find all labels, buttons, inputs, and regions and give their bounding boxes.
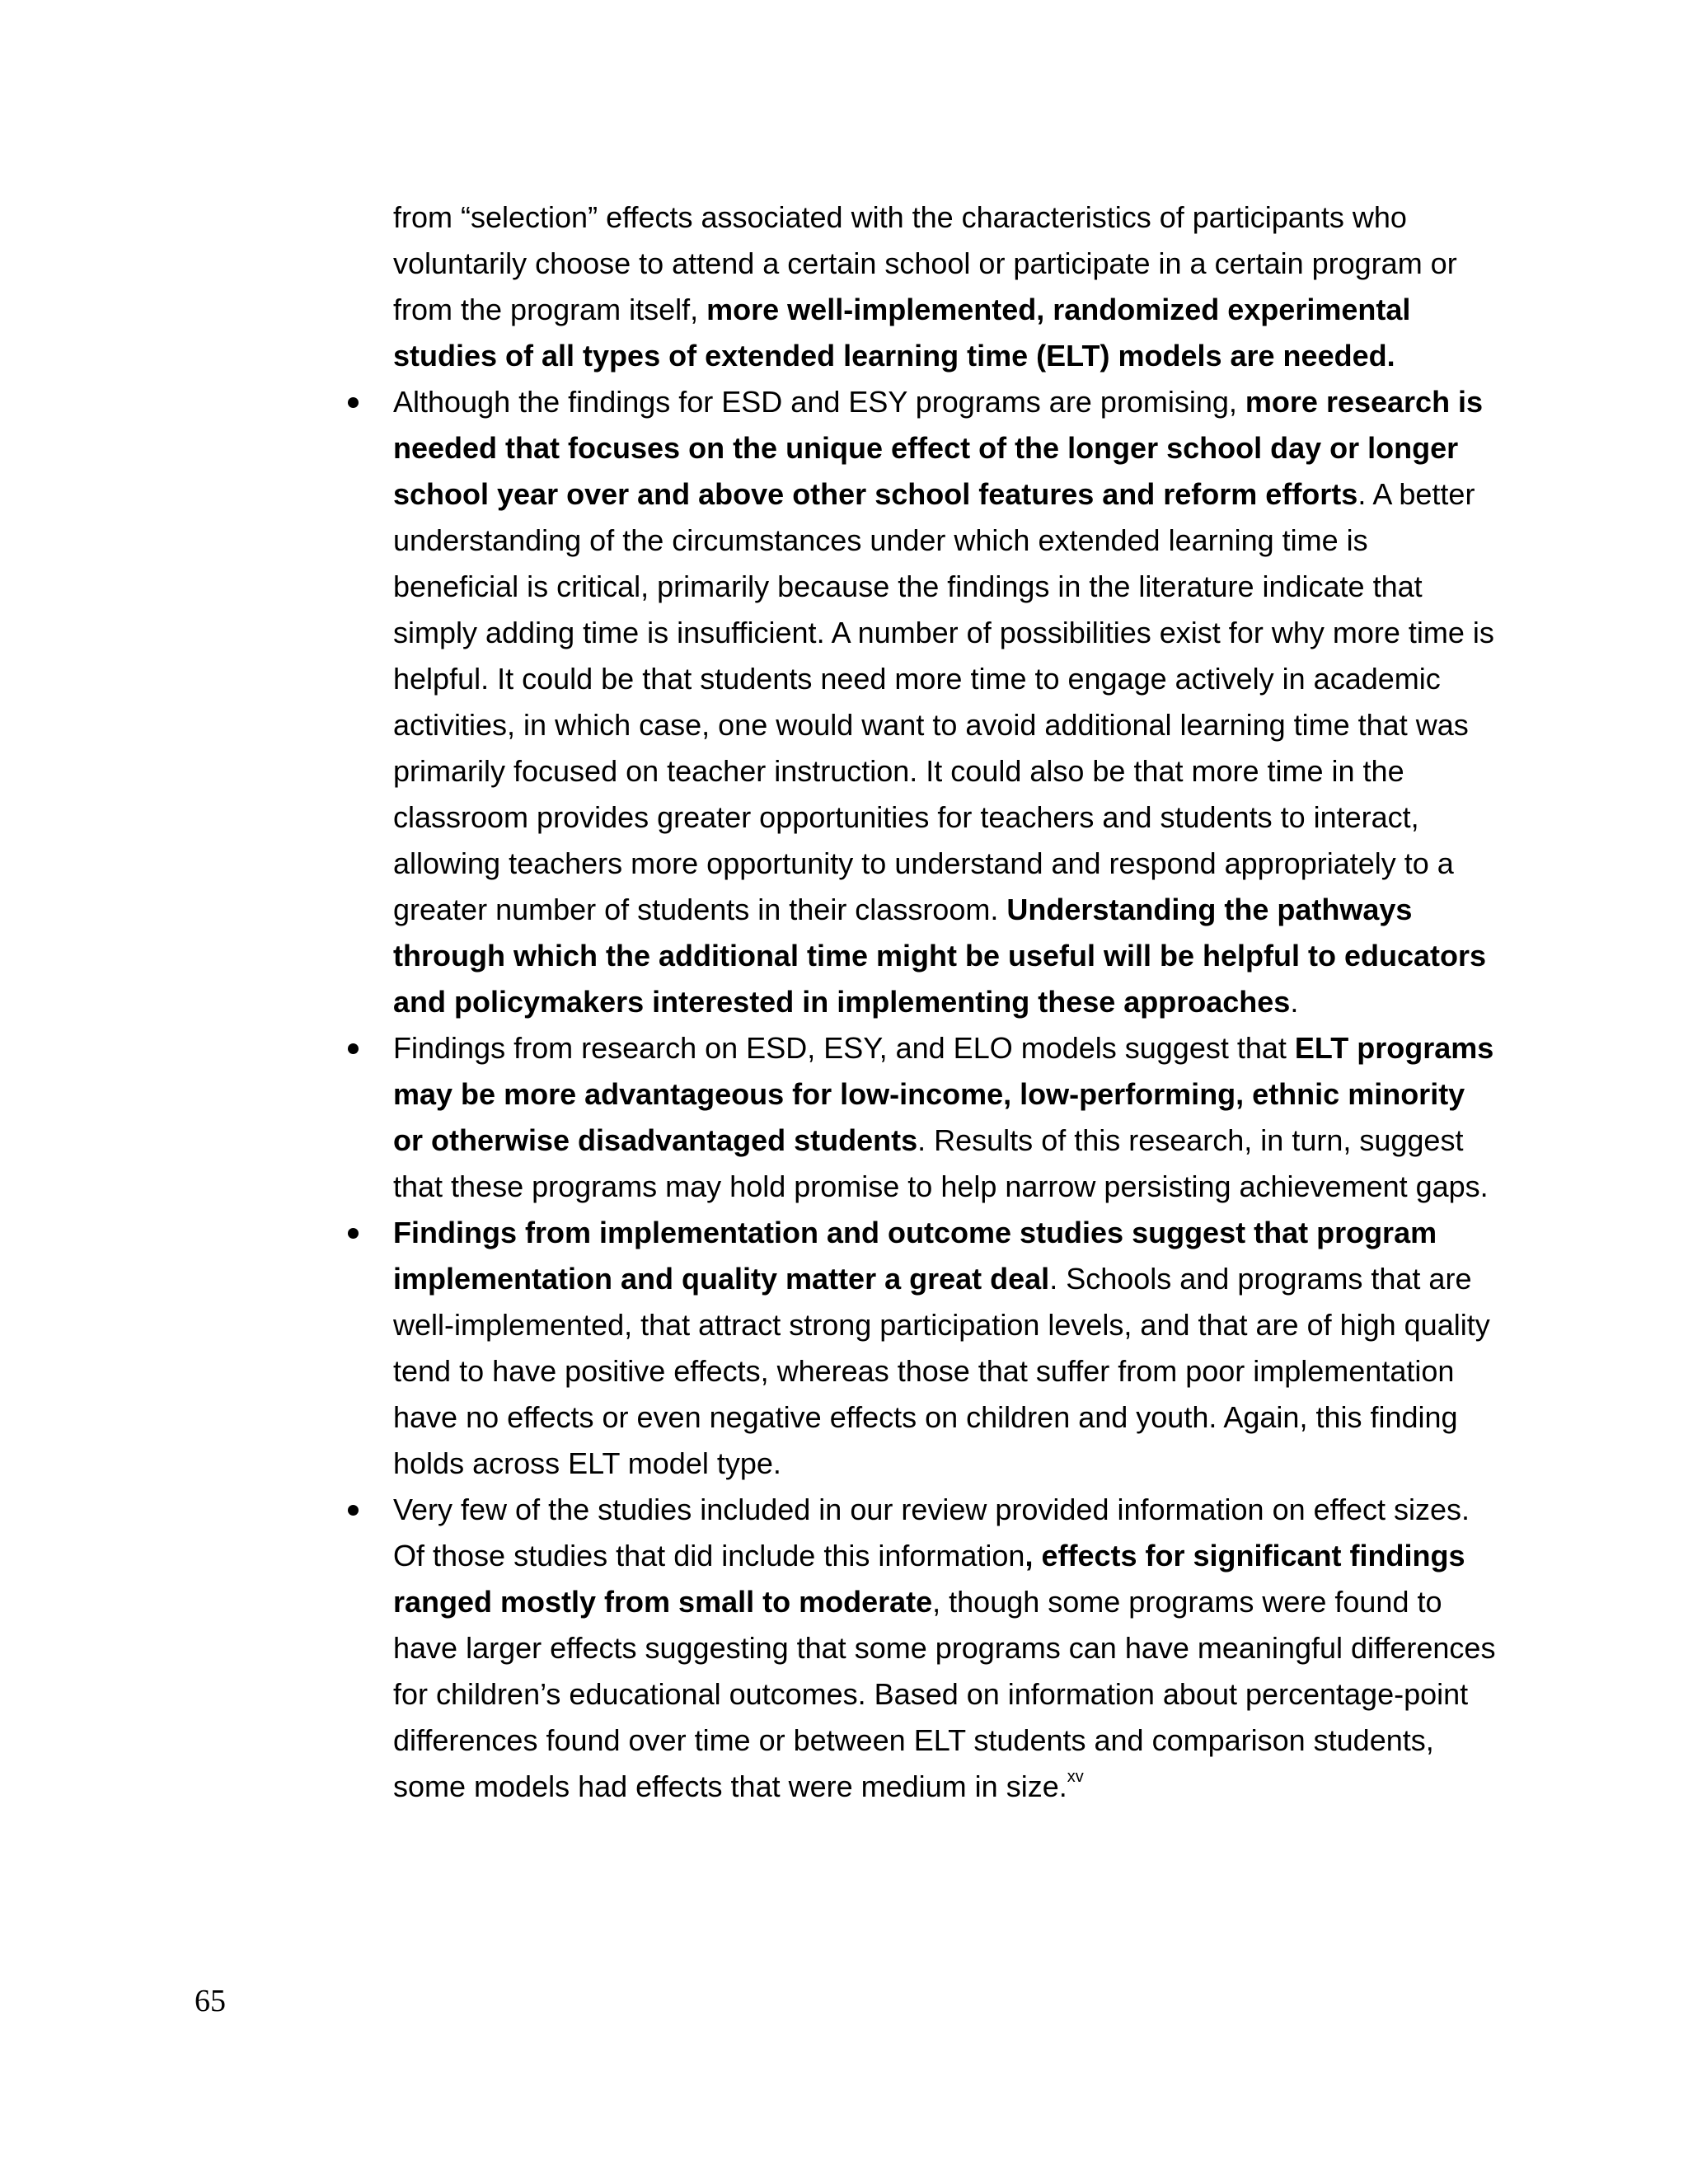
text-run: . Results of this research, in turn, suggest that these programs may hold promise to help narrow persisting achievement gaps. [393, 1123, 1489, 1203]
bullet-item-more-research [393, 379, 1498, 1025]
bullet-icon [348, 1505, 359, 1516]
bullet-icon [348, 1043, 359, 1054]
bold-text-run: more well-implemented, randomized experimental studies of all types of extended learning time (ELT) models are needed. [393, 293, 1411, 373]
text-run: . [1290, 985, 1299, 1019]
bullet-icon [348, 397, 359, 408]
bullet-item-effect-sizes [393, 1487, 1498, 1810]
page-number: 65 [195, 1984, 226, 2018]
bullet-icon [348, 1228, 359, 1239]
bold-text-run: Understanding the pathways through which the additional time might be useful will be helpful to educators and policymakers interested in implementing these approaches [393, 893, 1487, 1019]
bold-text-run: ELT programs may be more advantageous for low-income, low-performing, ethnic minority or otherwise disadvantaged students [393, 1031, 1494, 1157]
bullet-item-disadvantaged-students [393, 1025, 1498, 1210]
bold-text-run: , effects for significant findings ranged mostly from small to moderate [393, 1539, 1465, 1619]
text-run: . Schools and programs that are well-implemented, that attract strong participation levels, and that are of high quality tend to have positive effects, whereas those that suffer from poor implementation have no effects or even negative effects on children and youth. Again, this finding holds across ELT model type. [393, 1262, 1490, 1480]
bold-text-run: Findings from implementation and outcome studies suggest that program implementation and quality matter a great deal [393, 1216, 1437, 1296]
text-run: . A better understanding of the circumstances under which extended learning time is beneficial is critical, primarily because the findings in the literature indicate that simply adding time is insufficient. A number of possibilities exist for why more time is helpful. It could be that students need more time to engage actively in academic activities, in which case, one would want to avoid additional learning time that was primarily focused on teacher instruction. It could also be that more time in the classroom provides greater opportunities for teachers and students to interact, allowing teachers more opportunity to understand and respond appropriately to a greater number of students in their classroom. [393, 477, 1494, 926]
bullet-item-implementation-quality [393, 1210, 1498, 1487]
endnote-reference: xv [1067, 1768, 1084, 1786]
text-run: Findings from research on ESD, ESY, and ELO models suggest that [393, 1031, 1295, 1065]
continuation-paragraph [393, 194, 1498, 379]
text-run: Very few of the studies included in our review provided information on effect sizes. Of those studies that did include this information [393, 1493, 1470, 1572]
bullet-list [393, 379, 1498, 1810]
body-text [393, 194, 1498, 1810]
text-run: Although the findings for ESD and ESY programs are promising, [393, 385, 1245, 419]
text-run: from “selection” effects associated with the characteristics of participants who voluntarily choose to attend a certain school or participate in a certain program or from the program itself, [393, 200, 1457, 326]
text-run: , though some programs were found to have larger effects suggesting that some programs can have meaningful differences for children’s educational outcomes. Based on information about percentage-point differences found over time or between ELT students and comparison students, some models had effects that were medium in size. [393, 1585, 1496, 1803]
bold-text-run: more research is needed that focuses on the unique effect of the longer school day or longer school year over and above other school features and reform efforts [393, 385, 1484, 511]
